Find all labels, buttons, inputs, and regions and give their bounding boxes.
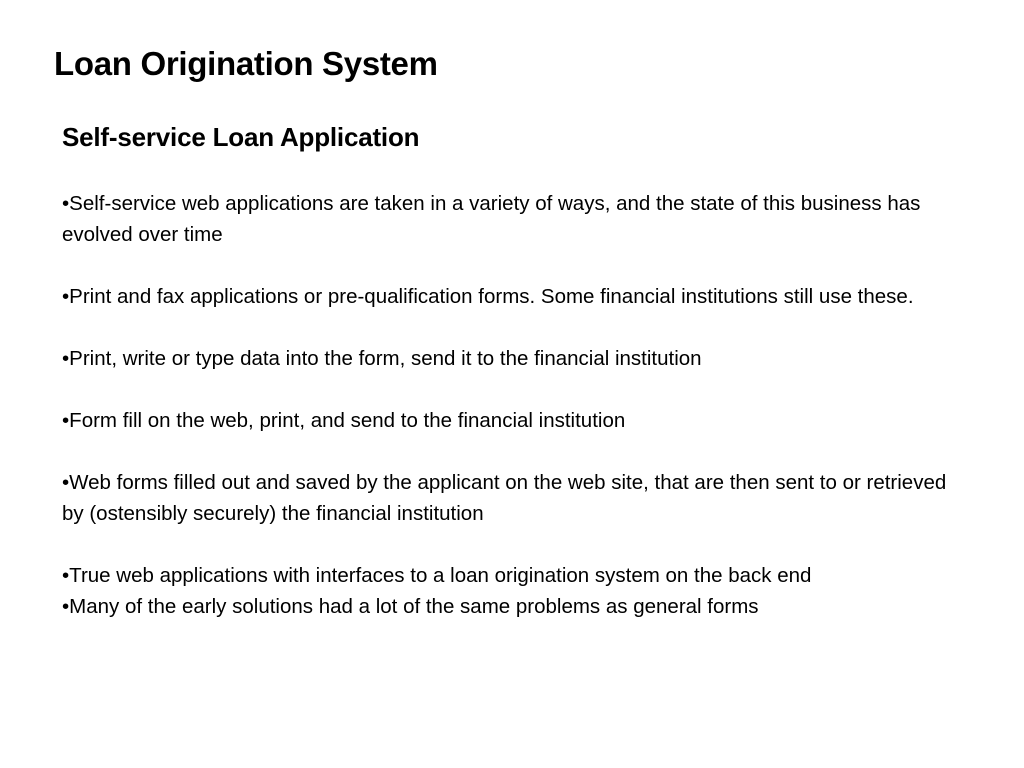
slide-content <box>62 118 972 622</box>
bullet-item-6: •True web applications with interfaces to a loan origination system on the back end <box>62 564 812 587</box>
section-heading: Self-service Loan Application <box>62 122 420 152</box>
bullet-item-7: •Many of the early solutions had a lot of the same problems as general forms <box>62 595 759 618</box>
bullet-item-5: •Web forms filled out and saved by the applicant on the web site, that are then sent to or retrieved by (ostensibly securely) the financial institution <box>62 471 947 525</box>
bullet-item-1: •Self-service web applications are taken in a variety of ways, and the state of this business has evolved over time <box>62 192 921 246</box>
bullet-item-3: •Print, write or type data into the form, send it to the financial institution <box>62 347 702 370</box>
bullet-list <box>62 188 972 622</box>
slide-title: Loan Origination System <box>54 45 438 82</box>
bullet-item-4: •Form fill on the web, print, and send to the financial institution <box>62 409 626 432</box>
bullet-item-2: •Print and fax applications or pre-qualification forms. Some financial institutions still use these. <box>62 285 914 308</box>
